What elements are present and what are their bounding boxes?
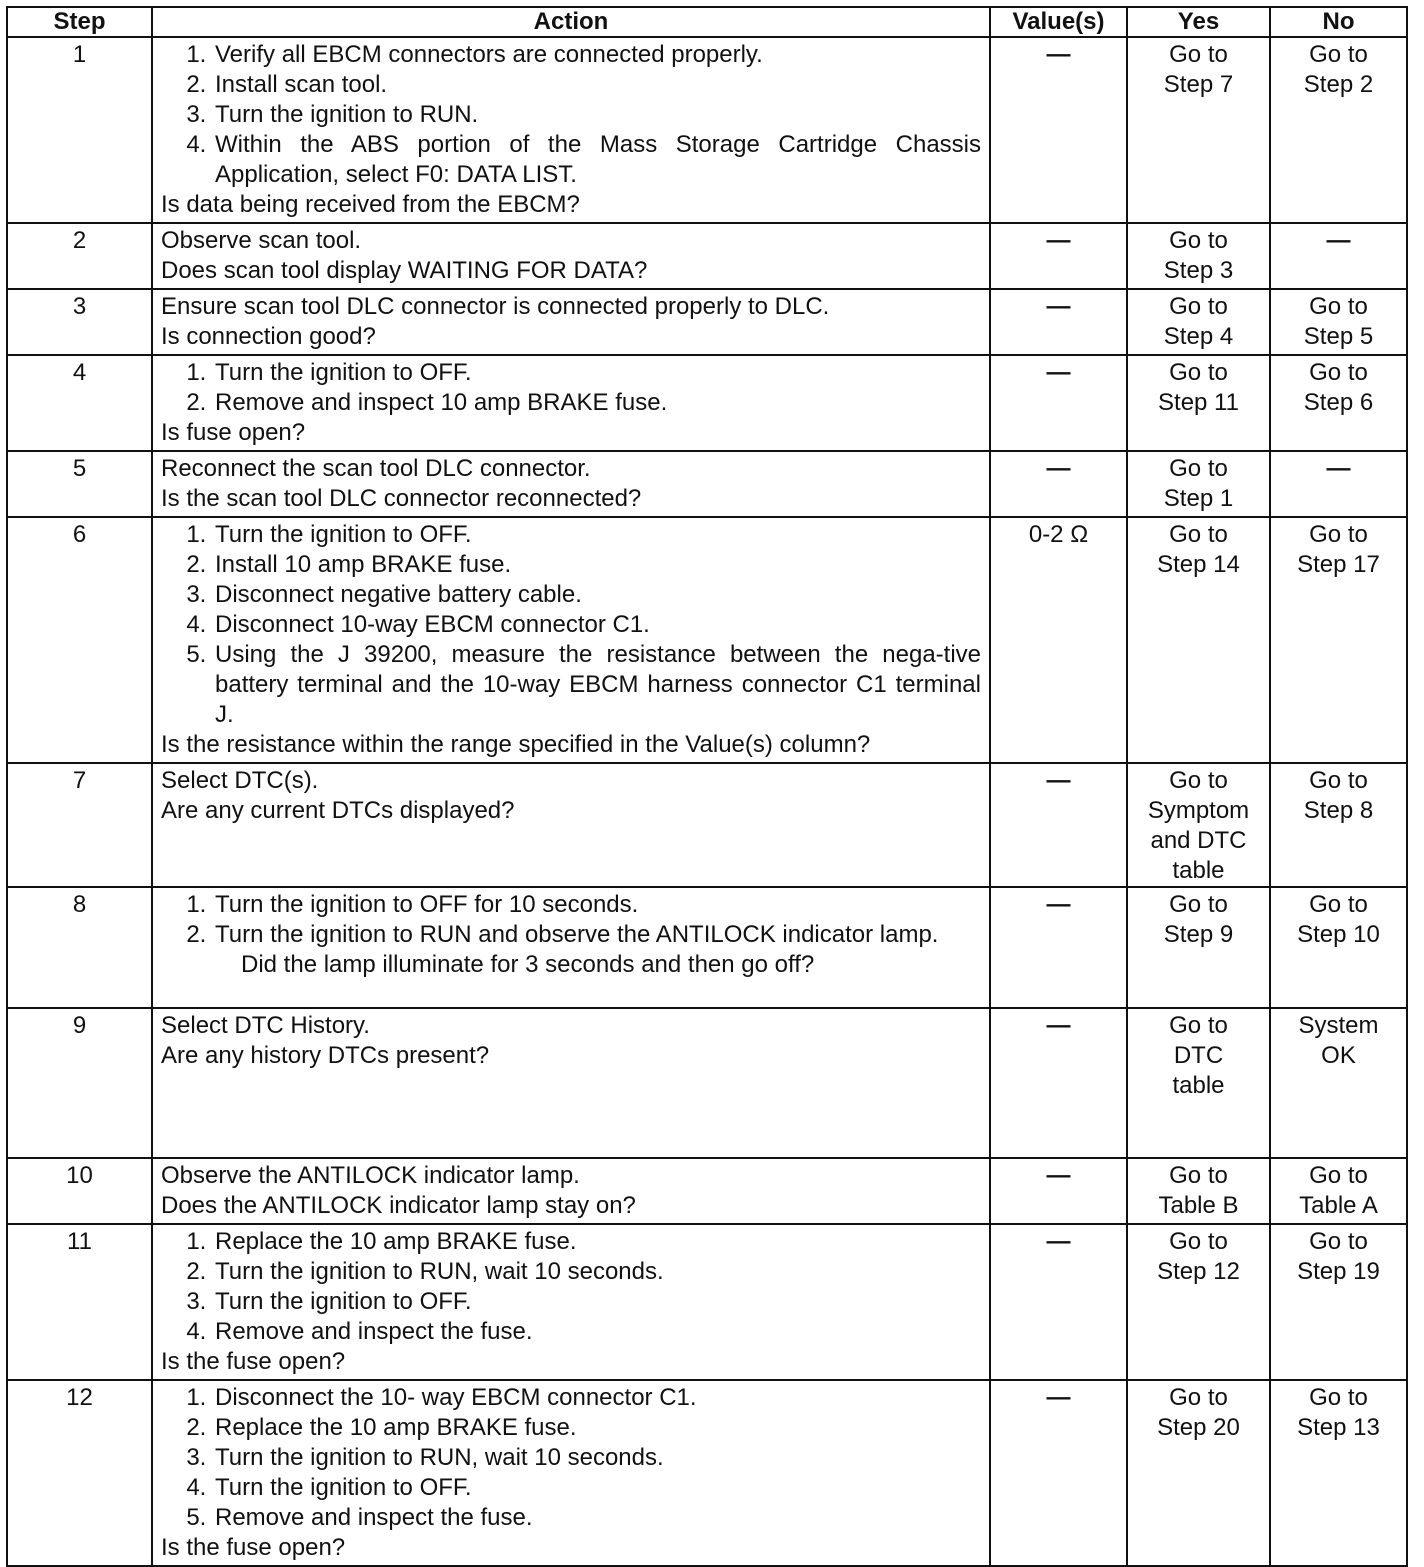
table-row — [7, 355, 1407, 451]
action-step-item: 1. Turn the ignition to OFF for 10 seconds. — [213, 890, 981, 920]
action-step-item: 4. Remove and inspect the fuse. — [213, 1317, 981, 1347]
action-steps — [161, 1383, 981, 1533]
table-row — [7, 763, 1407, 887]
action-step-item: 2. Install scan tool. — [213, 70, 981, 100]
yes-cell: Go to Step 7 — [1127, 37, 1270, 223]
no-cell: — — [1270, 223, 1407, 289]
action-cell — [152, 517, 990, 763]
yes-cell: Go to Step 1 — [1127, 451, 1270, 517]
action-text: Select DTC History. — [161, 1012, 370, 1039]
action-question: Are any current DTCs displayed? — [161, 797, 515, 824]
header-yes: Yes — [1127, 7, 1270, 37]
action-question: Is fuse open? — [161, 419, 306, 446]
yes-cell: Go to Step 11 — [1127, 355, 1270, 451]
action-step-item: 2. Turn the ignition to RUN, wait 10 seconds. — [213, 1257, 981, 1287]
action-cell — [152, 37, 990, 223]
table-row — [7, 1008, 1407, 1158]
action-question: Does scan tool display WAITING FOR DATA? — [161, 257, 648, 284]
action-cell — [152, 451, 990, 517]
value-cell: — — [990, 223, 1127, 289]
step-number: 3 — [7, 289, 152, 355]
action-step-item: 4. Disconnect 10-way EBCM connector C1. — [213, 610, 981, 640]
yes-cell: Go to DTC table — [1127, 1008, 1270, 1158]
action-text: Observe the ANTILOCK indicator lamp. — [161, 1162, 580, 1189]
yes-cell: Go to Step 14 — [1127, 517, 1270, 763]
action-cell — [152, 763, 990, 887]
action-step-item: 4. Within the ABS portion of the Mass Storage Cartridge Chassis Application, select F0: DATA LIST. — [213, 130, 981, 190]
value-cell: 0-2 Ω — [990, 517, 1127, 763]
step-number: 12 — [7, 1380, 152, 1566]
table-row — [7, 1158, 1407, 1224]
action-step-item: 1. Disconnect the 10- way EBCM connector C1. — [213, 1383, 981, 1413]
action-step-item: 2. Remove and inspect 10 amp BRAKE fuse. — [213, 388, 981, 418]
header-no: No — [1270, 7, 1407, 37]
action-steps — [161, 520, 981, 730]
step-number: 6 — [7, 517, 152, 763]
no-cell: Go to Step 17 — [1270, 517, 1407, 763]
action-question: Is the fuse open? — [161, 1534, 346, 1561]
action-question: Is the scan tool DLC connector reconnected? — [161, 485, 642, 512]
action-cell — [152, 223, 990, 289]
action-step-item: 1. Replace the 10 amp BRAKE fuse. — [213, 1227, 981, 1257]
yes-cell: Go to Step 20 — [1127, 1380, 1270, 1566]
table-row — [7, 451, 1407, 517]
value-cell: — — [990, 355, 1127, 451]
value-cell: — — [990, 1224, 1127, 1380]
step-number: 2 — [7, 223, 152, 289]
table-row — [7, 1224, 1407, 1380]
action-question: Did the lamp illuminate for 3 seconds and then go off? — [241, 951, 815, 978]
table-row — [7, 517, 1407, 763]
action-step-item: 3. Turn the ignition to RUN. — [213, 100, 981, 130]
yes-cell: Go to Symptom and DTC table — [1127, 763, 1270, 887]
no-cell: Go to Step 2 — [1270, 37, 1407, 223]
value-cell: — — [990, 37, 1127, 223]
action-steps — [161, 40, 981, 190]
step-number: 5 — [7, 451, 152, 517]
action-step-item: 1. Verify all EBCM connectors are connected properly. — [213, 40, 981, 70]
value-cell: — — [990, 887, 1127, 1008]
action-cell — [152, 1380, 990, 1566]
action-step-item: 3. Turn the ignition to RUN, wait 10 seconds. — [213, 1443, 981, 1473]
value-cell: — — [990, 1158, 1127, 1224]
action-step-item: 4. Turn the ignition to OFF. — [213, 1473, 981, 1503]
no-cell: System OK — [1270, 1008, 1407, 1158]
action-step-item: 5. Using the J 39200, measure the resistance between the nega-tive battery terminal and the 10-way EBCM harness connector C1 terminal J. — [213, 640, 981, 730]
action-cell — [152, 1224, 990, 1380]
value-cell: — — [990, 1008, 1127, 1158]
action-step-item: 2. Install 10 amp BRAKE fuse. — [213, 550, 981, 580]
action-step-item: 2. Replace the 10 amp BRAKE fuse. — [213, 1413, 981, 1443]
action-step-item: 2. Turn the ignition to RUN and observe the ANTILOCK indicator lamp. — [213, 920, 981, 950]
table-row — [7, 289, 1407, 355]
value-cell: — — [990, 451, 1127, 517]
action-question: Does the ANTILOCK indicator lamp stay on? — [161, 1192, 636, 1219]
table-row — [7, 1380, 1407, 1566]
table-row — [7, 887, 1407, 1008]
yes-cell: Go to Step 4 — [1127, 289, 1270, 355]
action-question: Are any history DTCs present? — [161, 1042, 490, 1069]
action-text: Ensure scan tool DLC connector is connected properly to DLC. — [161, 293, 830, 320]
action-question: Is the fuse open? — [161, 1348, 346, 1375]
no-cell: Go to Step 6 — [1270, 355, 1407, 451]
no-cell: — — [1270, 451, 1407, 517]
no-cell: Go to Step 5 — [1270, 289, 1407, 355]
action-question: Is the resistance within the range specified in the Value(s) column? — [161, 731, 871, 758]
action-text: Select DTC(s). — [161, 767, 319, 794]
action-text: Observe scan tool. — [161, 227, 362, 254]
action-cell — [152, 887, 990, 1008]
action-step-item: 1. Turn the ignition to OFF. — [213, 520, 981, 550]
action-cell — [152, 1158, 990, 1224]
step-number: 10 — [7, 1158, 152, 1224]
value-cell: — — [990, 763, 1127, 887]
step-number: 4 — [7, 355, 152, 451]
table-row — [7, 223, 1407, 289]
action-cell — [152, 355, 990, 451]
action-step-item: 5. Remove and inspect the fuse. — [213, 1503, 981, 1533]
action-text: Reconnect the scan tool DLC connector. — [161, 455, 591, 482]
step-number: 9 — [7, 1008, 152, 1158]
action-cell — [152, 289, 990, 355]
action-steps — [161, 1227, 981, 1347]
action-step-item: 1. Turn the ignition to OFF. — [213, 358, 981, 388]
action-question: Is connection good? — [161, 323, 376, 350]
yes-cell: Go to Step 9 — [1127, 887, 1270, 1008]
step-number: 11 — [7, 1224, 152, 1380]
action-step-item: 3. Turn the ignition to OFF. — [213, 1287, 981, 1317]
table-row — [7, 37, 1407, 223]
step-number: 1 — [7, 37, 152, 223]
no-cell: Go to Step 8 — [1270, 763, 1407, 887]
header-action: Action — [152, 7, 990, 37]
no-cell: Go to Table A — [1270, 1158, 1407, 1224]
header-step: Step — [7, 7, 152, 37]
action-steps — [161, 358, 981, 418]
action-cell — [152, 1008, 990, 1158]
yes-cell: Go to Step 3 — [1127, 223, 1270, 289]
action-question: Is data being received from the EBCM? — [161, 191, 580, 218]
action-steps — [161, 890, 981, 950]
step-number: 7 — [7, 763, 152, 887]
value-cell: — — [990, 1380, 1127, 1566]
action-step-item: 3. Disconnect negative battery cable. — [213, 580, 981, 610]
value-cell: — — [990, 289, 1127, 355]
header-values: Value(s) — [990, 7, 1127, 37]
header-row — [7, 7, 1407, 37]
yes-cell: Go to Step 12 — [1127, 1224, 1270, 1380]
no-cell: Go to Step 19 — [1270, 1224, 1407, 1380]
diagnostic-table — [6, 6, 1408, 1567]
step-number: 8 — [7, 887, 152, 1008]
no-cell: Go to Step 10 — [1270, 887, 1407, 1008]
yes-cell: Go to Table B — [1127, 1158, 1270, 1224]
no-cell: Go to Step 13 — [1270, 1380, 1407, 1566]
